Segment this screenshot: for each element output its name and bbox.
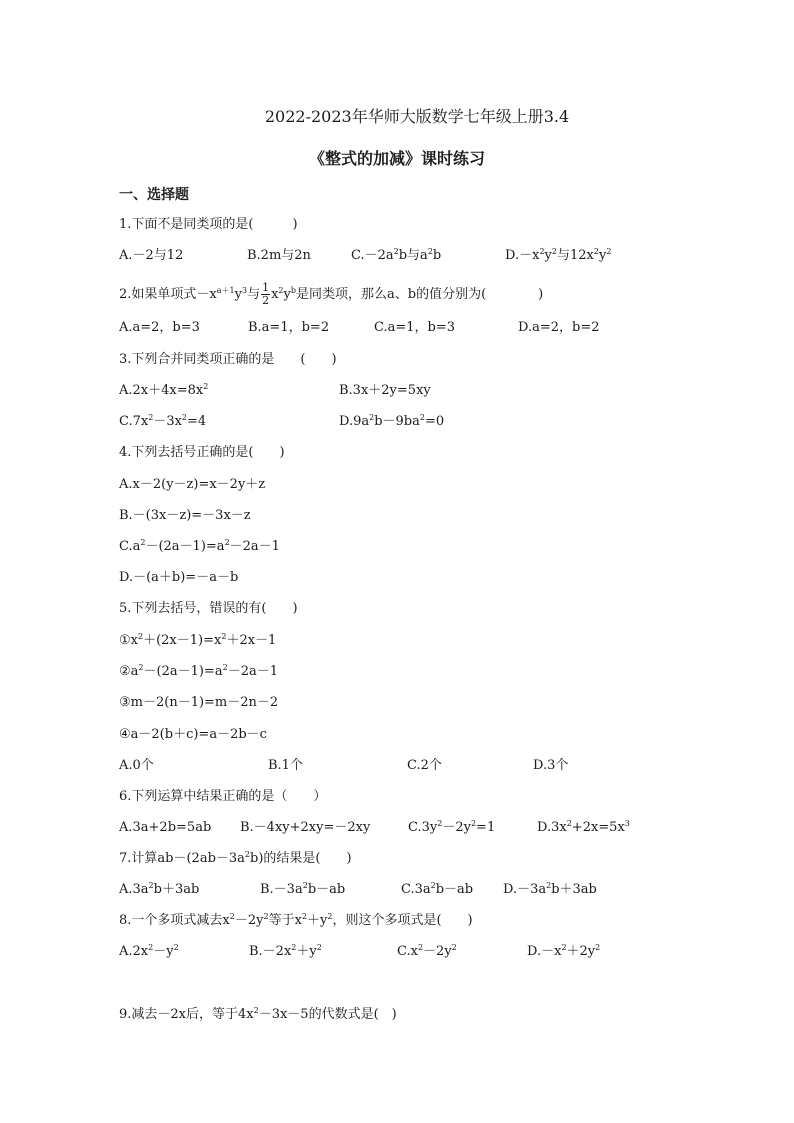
question-2-stem: 2.如果单项式$-x^{a+1}y^3$与 $\frac{1}{2}$ $x^2y^b$是同类项，那么a、b的值分别为( ): [119, 281, 544, 307]
q5-option-b: B.1个: [268, 758, 303, 773]
q6-option-b: B.－4xy+2xy=－2xy: [240, 820, 371, 835]
q4-option-c: $C.a^2-(2a-1)=a^2-2a-1$: [119, 538, 280, 554]
question-3-stem: 3.下列合并同类项正确的是 ( ): [119, 352, 337, 367]
question-2-options: [119, 319, 754, 337]
q5-item-3: ③m－2(n－1)=m－2n－2: [119, 695, 279, 710]
q2-option-d: D.a=2，b=2: [518, 320, 600, 335]
q5-item-2: $②a^2-(2a-1)=a^2-2a-1$: [119, 663, 278, 679]
q3-option-c: $C.7x^2-3x^2=4$: [119, 413, 207, 429]
q1-option-d: $D.-x^2y^2$与$12x^2y^2$: [505, 247, 612, 263]
section-heading: 一、选择题: [119, 187, 189, 203]
q7-option-a: $A.3a^2b+3ab$: [119, 881, 200, 897]
q1-option-a: A.－2与12: [119, 248, 184, 263]
q5-item-4: ④a－2(b＋c)=a－2b－c: [119, 727, 267, 742]
q1-option-c: $C.-2a^2b$与$a^2b$: [351, 247, 442, 263]
q8-option-a: $A.2x^2-y^2$: [119, 943, 179, 959]
question-9-stem: 9.减去－2x后，等于$4x^2-3x-5$的代数式是( ): [119, 1006, 397, 1022]
question-1-stem: 1.下面不是同类项的是( ): [119, 217, 298, 232]
question-7-options: [119, 881, 754, 899]
q7-option-c: $C.3a^2b-ab$: [401, 881, 474, 897]
question-5-stem: 5.下列去括号，错误的有( ): [119, 601, 298, 616]
q2-option-c: C.a=1，b=3: [374, 320, 456, 335]
q8-option-b: $B.-2x^2+y^2$: [249, 943, 322, 959]
q5-option-c: C.2个: [407, 758, 442, 773]
question-8-stem: 8.一个多项式减去$x^2-2y^2$等于$x^2+y^2$，则这个多项式是( ): [119, 912, 473, 928]
question-6-stem: 6.下列运算中结果正确的是（ ）: [119, 789, 327, 804]
q3-option-b: B.3x＋2y=5xy: [339, 383, 431, 398]
question-3-options-row2: [119, 413, 754, 431]
q2-option-b: B.a=1，b=2: [248, 320, 330, 335]
q4-option-b: B.－(3x－z)=－3x－z: [119, 508, 251, 523]
q4-option-a: A.x－2(y－z)=x－2y＋z: [119, 477, 266, 492]
q3-option-a: $A.2x+4x=8x^2$: [119, 382, 209, 398]
question-7-stem: 7.计算$ab-(2ab-3a^2b)$的结果是( ): [119, 850, 352, 866]
q7-option-b: $B.-3a^2b-ab$: [260, 881, 346, 897]
q2-option-a: A.a=2，b=3: [119, 320, 200, 335]
q6-option-c: $C.3y^2-2y^2=1$: [408, 819, 496, 835]
q7-option-d: $D.-3a^2b+3ab$: [503, 881, 597, 897]
q1-option-b: B.2m与2n: [247, 248, 311, 263]
q5-option-d: D.3个: [533, 758, 569, 773]
document-title-line1: 2022-2023年华师大版数学七年级上册3.4: [264, 107, 570, 126]
question-1-options: [119, 247, 754, 265]
document-title-line2: 《整式的加减》课时练习: [308, 149, 485, 168]
q8-option-d: $D.-x^2+2y^2$: [527, 943, 601, 959]
question-6-options: [119, 819, 754, 837]
q5-option-a: A.0个: [119, 758, 154, 773]
question-3-options-row1: [119, 382, 754, 400]
q4-option-d: D.－(a＋b)=－a－b: [119, 570, 239, 585]
question-4-stem: 4.下列去括号正确的是( ): [119, 445, 285, 460]
q3-option-d: $D.9a^2b-9ba^2=0$: [339, 413, 445, 429]
question-8-options: [119, 943, 754, 961]
q8-option-c: $C.x^2-2y^2$: [397, 943, 457, 959]
q5-item-1: $①x^2+(2x-1)=x^2+2x-1$: [119, 632, 277, 648]
q6-option-d: $D.3x^2+2x=5x^3$: [537, 819, 630, 835]
q6-option-a: A.3a+2b=5ab: [119, 820, 212, 835]
question-5-options: [119, 757, 754, 775]
fraction-one-half: $\frac{1}{2}$: [262, 281, 270, 307]
